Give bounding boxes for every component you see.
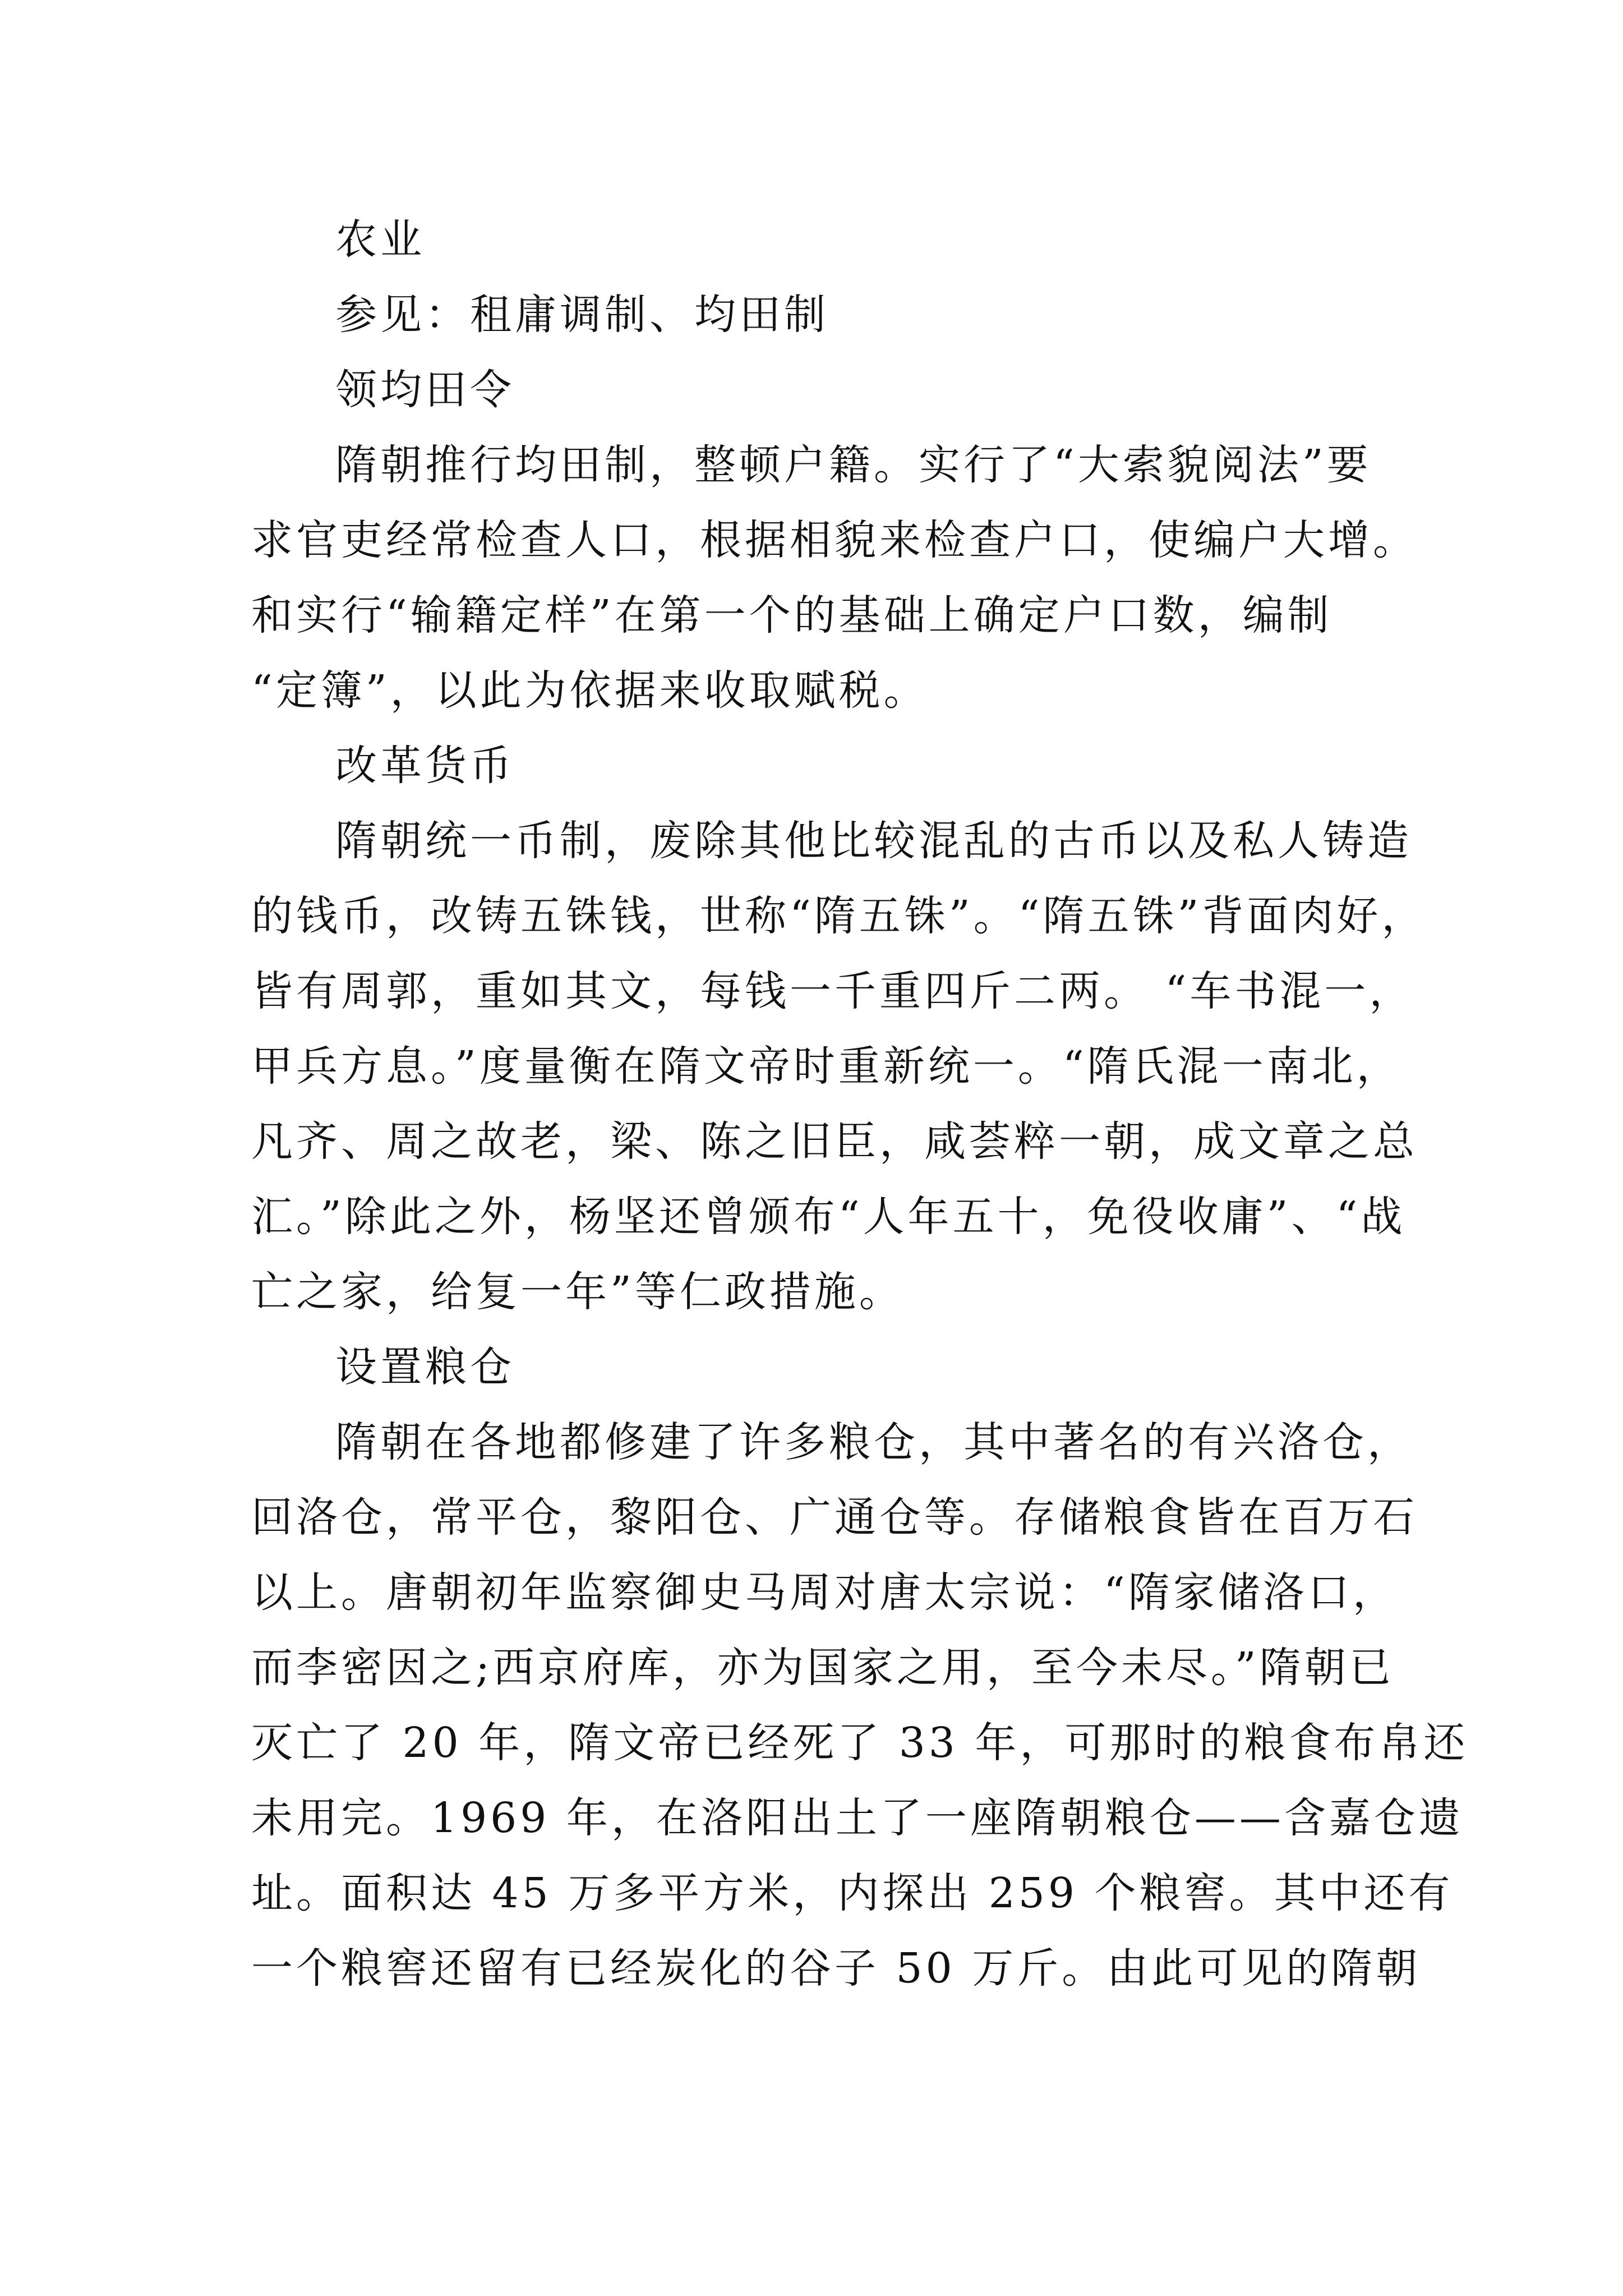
paragraph-line: 灭亡了 20 年，隋文帝已经死了 33 年，可那时的粮食布帛还: [251, 1719, 1469, 1767]
subheading-land-order: 领均田令: [335, 366, 515, 414]
paragraph-line: 求官吏经常检查人口，根据相貌来检查户口，使编户大增。: [251, 516, 1418, 564]
paragraph-line: 隋朝统一币制，废除其他比较混乱的古币以及私人铸造: [335, 817, 1412, 865]
section-heading-agriculture: 农业: [335, 215, 425, 264]
paragraph-line: 隋朝推行均田制，整顿户籍。实行了“大索貌阅法”要: [335, 441, 1372, 489]
paragraph-line: 和实行“输籍定样”在第一个的基础上确定户口数，编制: [251, 591, 1332, 639]
paragraph-line: 而李密因之;西京府库，亦为国家之用，至今未尽。”隋朝已: [251, 1644, 1394, 1692]
paragraph-line: 亡之家，给复一年”等仁政措施。: [251, 1268, 904, 1316]
paragraph-line: 未用完。1969 年，在洛阳出土了一座隋朝粮仓——含嘉仓遗: [251, 1794, 1464, 1842]
paragraph-line: 甲兵方息。”度量衡在隋文帝时重新统一。“隋氏混一南北，: [251, 1042, 1401, 1091]
paragraph-line: 皆有周郭，重如其文，每钱一千重四斤二两。 “车书混一，: [251, 967, 1414, 1015]
subheading-currency-reform: 改革货币: [335, 742, 515, 790]
subheading-granaries: 设置粮仓: [335, 1343, 515, 1391]
document-body: [251, 202, 1469, 2006]
paragraph-line: 一个粮窖还留有已经炭化的谷子 50 万斤。由此可见的隋朝: [251, 1944, 1421, 1993]
paragraph-line: 址。面积达 45 万多平方米，内探出 259 个粮窖。其中还有: [251, 1869, 1454, 1917]
paragraph-line: 以上。唐朝初年监察御史马周对唐太宗说：“隋家储洛口，: [251, 1568, 1398, 1617]
paragraph-line: 凡齐、周之故老，梁、陈之旧臣，咸荟粹一朝，成文章之总: [251, 1117, 1418, 1166]
paragraph-line: 汇。”除此之外，杨坚还曾颁布“人年五十，免役收庸”、“战: [251, 1193, 1406, 1241]
see-also-line: 参见：租庸调制、均田制: [335, 291, 829, 339]
paragraph-line: 隋朝在各地都修建了许多粮仓，其中著名的有兴洛仓，: [335, 1418, 1412, 1466]
paragraph-line: “定簿”，以此为依据来收取赋税。: [251, 666, 929, 715]
paragraph-line: 回洛仓，常平仓，黎阳仓、广通仓等。存储粮食皆在百万石: [251, 1493, 1418, 1542]
paragraph-line: 的钱币，改铸五铢钱，世称“隋五铢”。“隋五铢”背面肉好，: [251, 892, 1427, 940]
